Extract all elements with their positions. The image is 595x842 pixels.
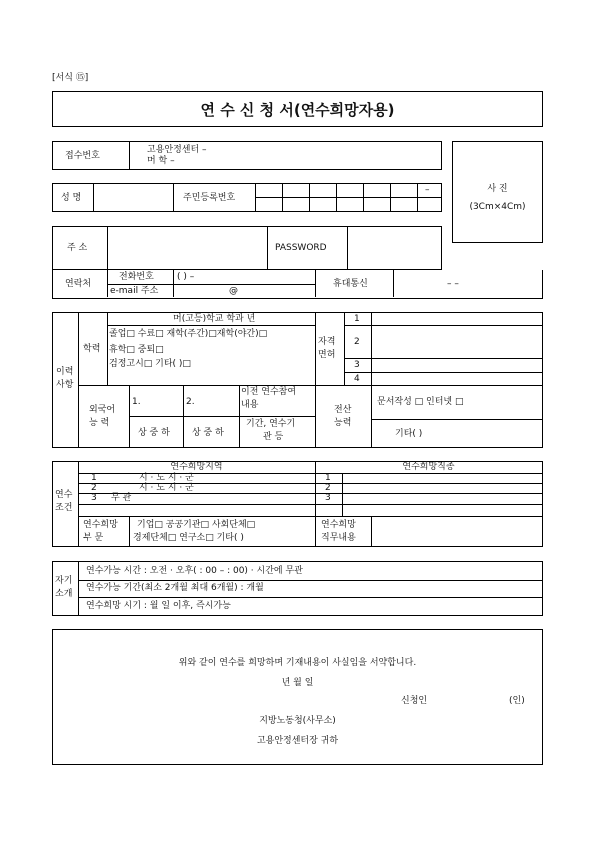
job-detail-2: 직무내용 xyxy=(321,533,356,543)
self-intro-row1[interactable]: 연수가능 시간 : 오전 · 오후( : 00 – : 00) · 시간에 무관 xyxy=(86,566,303,576)
language-label-1: 외국어 xyxy=(89,405,116,415)
title-box xyxy=(52,91,543,127)
dept-label-2: 부 문 xyxy=(83,533,104,543)
reception-line2: 머 학 – xyxy=(147,156,175,166)
license-label-1: 자격 xyxy=(318,337,336,347)
region-num-3: 3 xyxy=(91,493,97,503)
job-num-1: 1 xyxy=(325,473,331,483)
phone-label: 전화번호 xyxy=(119,272,154,282)
license-num-3: 3 xyxy=(354,360,360,370)
reception-box xyxy=(52,141,442,170)
computer-label-2: 능력 xyxy=(334,418,352,428)
license-num-2: 2 xyxy=(354,337,360,347)
rrn-label: 주민등록번호 xyxy=(183,193,236,203)
career-label-1: 이력 xyxy=(56,367,74,377)
phone-format[interactable]: ( ) – xyxy=(177,272,195,282)
region-row-2[interactable]: 시 · 도 시 · 군 xyxy=(139,483,194,493)
prev-training-1: 이전 연수참여 xyxy=(241,387,297,397)
dept-row1[interactable]: 기업□ 공공기관□ 사회단체□ xyxy=(137,520,256,530)
education-status-row1[interactable]: 졸업□ 수료□ 재학(주간)□재학(야간)□ xyxy=(109,329,268,339)
computer-row1[interactable]: 문서작성 □ 인터넷 □ xyxy=(377,397,464,407)
region-row-1[interactable]: 시 · 도 시 · 군 xyxy=(139,473,194,483)
address-label: 주 소 xyxy=(67,243,88,253)
declaration-statement: 위와 같이 연수를 희망하며 기재내용이 사실임을 서약합니다. xyxy=(178,658,417,668)
password-label: PASSWORD xyxy=(275,243,327,253)
computer-row2[interactable]: 기타( ) xyxy=(395,429,423,439)
language-label-2: 능 력 xyxy=(89,418,110,428)
job-header: 연수희망직종 xyxy=(402,462,455,472)
form-code: [서식 ⑮] xyxy=(52,73,89,83)
license-label-2: 면허 xyxy=(318,350,336,360)
education-status-row3[interactable]: 검정고시□ 기타( )□ xyxy=(109,359,191,369)
region-num-1: 1 xyxy=(91,473,97,483)
language-levels-2[interactable]: 상 중 하 xyxy=(192,428,224,438)
region-row-3[interactable]: 무 관 xyxy=(111,493,132,503)
recipient: 고용안정센터장 귀하 xyxy=(256,736,339,746)
job-num-3: 3 xyxy=(325,493,331,503)
license-num-1: 1 xyxy=(354,314,360,324)
password-input[interactable] xyxy=(351,241,437,255)
dept-label-1: 연수희망 xyxy=(83,520,118,530)
photo-label: 사 진 xyxy=(487,184,508,194)
declaration-date[interactable]: 년 월 일 xyxy=(281,678,314,688)
reception-center: 고용안정센터 – xyxy=(147,145,207,155)
applicant-label: 신청인 xyxy=(401,696,428,706)
job-num-2: 2 xyxy=(325,483,331,493)
prev-training-2: 내용 xyxy=(241,400,259,410)
self-intro-label-1: 자기 xyxy=(55,576,73,586)
office-name: 지방노동청(사무소) xyxy=(259,716,336,726)
self-intro-row2[interactable]: 연수가능 기간(최소 2개월 최대 6개월) : 개월 xyxy=(86,583,264,593)
period-label-1: 기간, 연수기 xyxy=(246,419,296,429)
self-intro-label-2: 소개 xyxy=(55,589,73,599)
name-input[interactable] xyxy=(97,191,169,205)
region-num-2: 2 xyxy=(91,483,97,493)
period-label-2: 관 등 xyxy=(263,432,284,442)
self-intro-box xyxy=(52,561,543,616)
language-col2-num: 2. xyxy=(186,397,195,407)
job-detail-1: 연수희망 xyxy=(321,520,356,530)
address-input[interactable] xyxy=(111,241,261,255)
rrn-dash: – xyxy=(425,185,430,195)
seal-mark: (인) xyxy=(509,696,525,706)
dept-row2[interactable]: 경제단체□ 연구소□ 기타( ) xyxy=(133,533,244,543)
license-num-4: 4 xyxy=(354,374,360,384)
career-box xyxy=(52,312,543,448)
education-status-row2[interactable]: 휴학□ 중퇴□ xyxy=(109,345,164,355)
training-label-2: 조건 xyxy=(55,503,73,513)
self-intro-row3[interactable]: 연수희망 시기 : 월 일 이후, 즉시가능 xyxy=(86,601,231,611)
career-label-2: 사항 xyxy=(56,380,74,390)
name-rrn-box xyxy=(52,183,442,212)
photo-box[interactable] xyxy=(452,141,543,243)
address-box xyxy=(52,226,442,270)
language-levels-1[interactable]: 상 중 하 xyxy=(138,428,170,438)
email-label: e-mail 주소 xyxy=(110,286,159,296)
training-label-1: 연수 xyxy=(55,490,73,500)
mobile-format[interactable]: – – xyxy=(447,279,459,289)
contact-box xyxy=(52,270,543,299)
computer-label-1: 전산 xyxy=(334,405,352,415)
declaration-box xyxy=(52,629,543,765)
education-label: 학력 xyxy=(83,344,101,354)
reception-label: 접수번호 xyxy=(65,151,100,161)
page-title: 연 수 신 청 서(연수희망자용) xyxy=(200,101,395,119)
region-header: 연수희망지역 xyxy=(170,462,223,472)
language-col1-num: 1. xyxy=(132,397,141,407)
school-header: 머(고등)학교 학과 년 xyxy=(173,314,256,324)
contact-label: 연락처 xyxy=(65,279,92,289)
photo-size: (3Cm×4Cm) xyxy=(469,202,526,212)
mobile-label: 휴대통신 xyxy=(333,279,368,289)
email-at[interactable]: @ xyxy=(229,286,238,296)
name-label: 성 명 xyxy=(61,193,82,203)
training-box xyxy=(52,461,543,547)
